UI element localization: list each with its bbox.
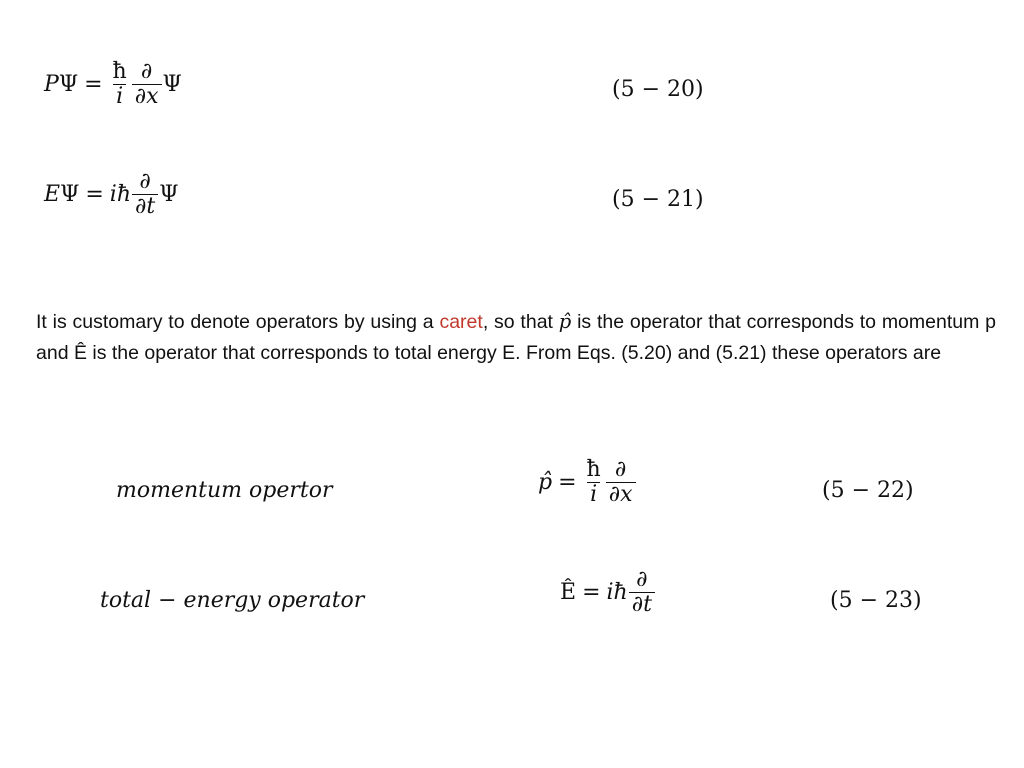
op22-equals: =: [558, 470, 577, 495]
op23-frac-den: ∂t: [629, 592, 655, 617]
eq21-number: (5 − 21): [612, 187, 704, 212]
eq21-lhs-var: E: [44, 182, 61, 207]
op22-frac-den: i: [587, 482, 600, 507]
eq21-psi: Ψ: [60, 182, 80, 207]
para-p-hat: p̂: [558, 310, 572, 333]
op22-label: momentum opertor: [116, 478, 333, 503]
equation-5-21: [44, 170, 179, 219]
eq21-prefix: iħ: [109, 182, 132, 207]
para-part2: , so that: [482, 311, 559, 333]
op22-fraction-hbar-i: [584, 458, 604, 507]
op23-lhs: Ê: [560, 580, 577, 605]
eq21-tail-psi: Ψ: [159, 182, 179, 207]
eq20-frac-den: i: [113, 84, 126, 109]
eq20-lhs-var: P: [44, 72, 59, 97]
op23-fraction-partial-t: [629, 568, 655, 617]
eq20-frac-num: ħ: [112, 59, 127, 84]
eq20-psi: Ψ: [58, 72, 79, 97]
op22-number: (5 − 22): [822, 478, 914, 503]
eq21-fraction-partial-t: [132, 170, 158, 219]
op23-label: total − energy operator: [100, 588, 365, 613]
op22-frac2-num: ∂: [614, 457, 627, 482]
eq21-frac-num: ∂: [139, 169, 151, 194]
equation-5-23: [560, 568, 656, 617]
op23-equals: =: [582, 580, 601, 605]
op23-prefix: iħ: [606, 580, 628, 605]
para-part1: It is customary to denote operators by using a: [36, 311, 440, 333]
op22-lhs: p̂: [538, 470, 553, 495]
eq20-equals: =: [84, 72, 103, 97]
explanation-paragraph: [36, 306, 996, 369]
eq20-tail-psi: Ψ: [162, 72, 182, 97]
equation-5-22: [538, 458, 637, 507]
op22-frac2-den: ∂x: [606, 482, 636, 507]
eq20-frac2-num: ∂: [140, 59, 153, 84]
op22-fraction-partial-x: [606, 458, 636, 507]
para-highlight-caret: caret: [439, 311, 483, 333]
para-part3: is the operator that corresponds to momentum p and Ê is the operator that corresponds to total energy E. From Eqs. (5.20) and (5.21) these operators are: [36, 311, 996, 364]
op23-frac-num: ∂: [636, 567, 648, 592]
eq20-fraction-partial-x: [132, 60, 162, 109]
op23-number: (5 − 23): [830, 588, 922, 613]
eq20-fraction-hbar-i: [110, 60, 130, 109]
op22-frac-num: ħ: [586, 457, 601, 482]
eq20-frac2-den: ∂x: [132, 84, 162, 109]
eq21-frac-den: ∂t: [132, 194, 158, 219]
equation-5-20: [44, 60, 182, 109]
eq20-number: (5 − 20): [612, 77, 704, 102]
eq21-equals: =: [85, 182, 104, 207]
